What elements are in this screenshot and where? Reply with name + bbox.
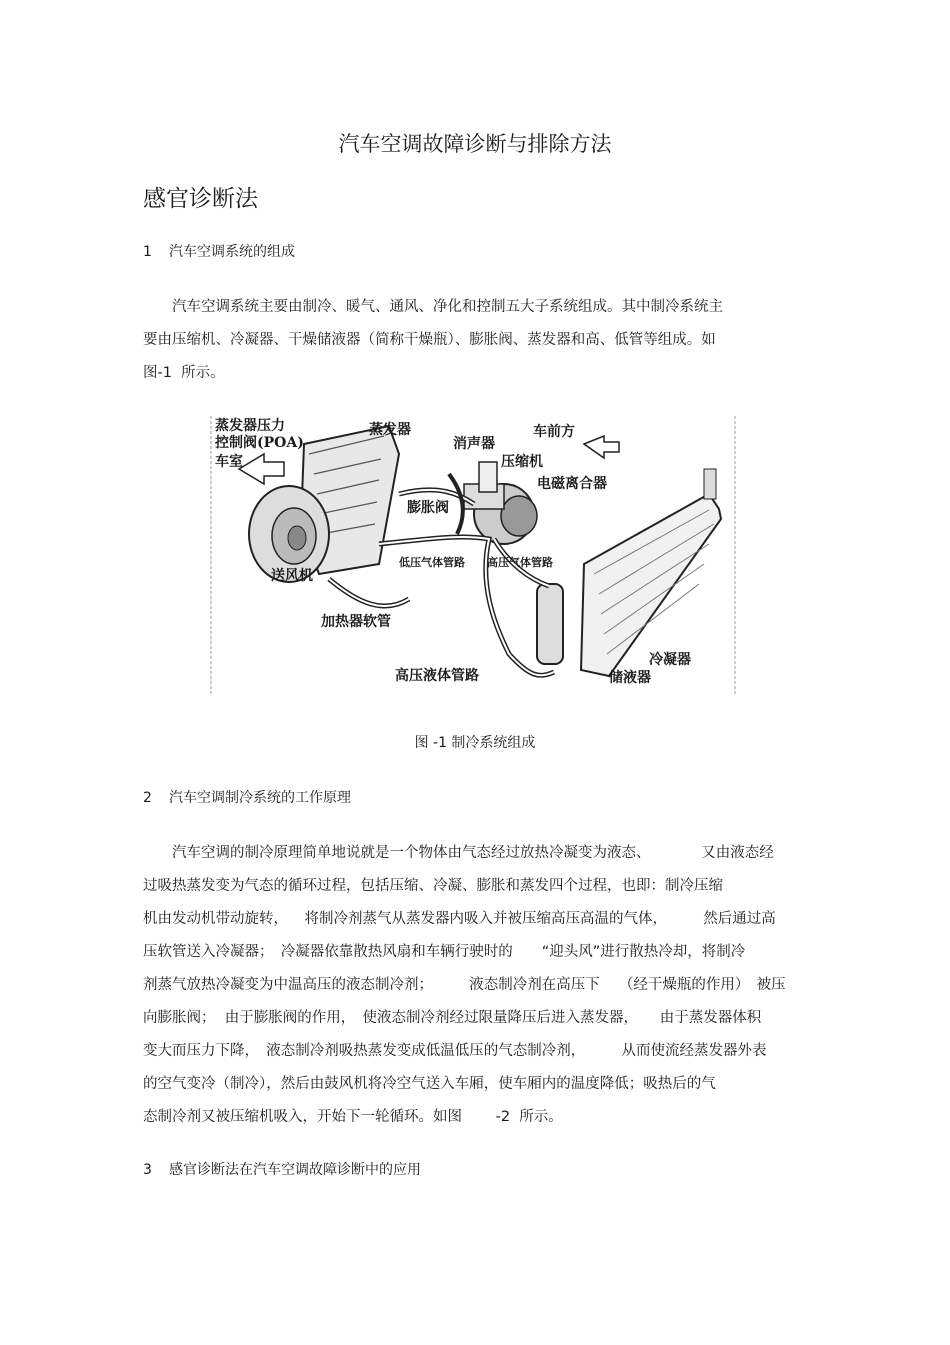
- paragraph-line: 机由发动机带动旋转， 将制冷剂蒸气从蒸发器内吸入并被压缩高压高温的气体， 然后通过高: [143, 911, 776, 927]
- label-poa-2: 控制阀(POA): [215, 435, 304, 451]
- label-clutch: 电磁离合器: [537, 476, 607, 492]
- subsection-title: 汽车空调系统的组成: [169, 244, 295, 260]
- paragraph-line: 要由压缩机、冷凝器、干燥储液器（简称干燥瓶）、膨胀阀、蒸发器和高、低管等组成。如: [143, 332, 716, 348]
- paragraph-line: 的空气变冷（制冷），然后由鼓风机将冷空气送入车厢，使车厢内的温度降低；吸热后的气: [143, 1076, 716, 1092]
- system-diagram: [209, 414, 737, 696]
- paragraph-line: 态制冷剂又被压缩机吸入，开始下一轮循环。如图 -2 所示。: [143, 1109, 563, 1125]
- subsection-title: 感官诊断法在汽车空调故障诊断中的应用: [169, 1162, 421, 1178]
- document-title: 汽车空调故障诊断与排除方法: [338, 132, 612, 156]
- subsection-number: 3: [143, 1162, 152, 1178]
- label-poa-1: 蒸发器压力: [215, 418, 285, 434]
- paragraph-line: 汽车空调的制冷原理简单地说就是一个物体由气态经过放热冷凝变为液态、 又由液态经: [143, 845, 774, 861]
- label-cabin: 车室: [215, 454, 243, 470]
- label-high-pressure-liquid: 高压液体管路: [395, 668, 479, 684]
- label-low-pressure-gas: 低压气体管路: [399, 556, 465, 569]
- paragraph-line: 过吸热蒸发变为气态的循环过程，包括压缩、冷凝、膨胀和蒸发四个过程，也即：制冷压缩: [143, 878, 723, 894]
- label-heater-hose: 加热器软管: [321, 614, 391, 630]
- subsection-2: [143, 787, 351, 807]
- section-heading: 感官诊断法: [143, 186, 258, 212]
- label-evaporator: 蒸发器: [369, 422, 411, 438]
- label-high-pressure-gas: 高压气体管路: [487, 556, 553, 569]
- subsection-number: 2: [143, 790, 152, 806]
- label-expansion-valve: 膨胀阀: [407, 500, 449, 516]
- label-muffler: 消声器: [453, 436, 495, 452]
- figure-caption: 图 -1 制冷系统组成: [414, 735, 536, 751]
- label-condenser: 冷凝器: [649, 652, 691, 668]
- paragraph-line: 压软管送入冷凝器； 冷凝器依靠散热风扇和车辆行驶时的 “迎头风”进行散热冷却，将制冷: [143, 944, 746, 960]
- label-blower: 送风机: [271, 568, 313, 584]
- paragraph-line: 图-1 所示。: [143, 365, 225, 381]
- paragraph-line: 变大而压力下降， 液态制冷剂吸热蒸发变成低温低压的气态制冷剂， 从而使流经蒸发器外表: [143, 1043, 767, 1059]
- paragraph-line: 剂蒸气放热冷凝变为中温高压的液态制冷剂； 液态制冷剂在高压下 （经干燥瓶的作用） 被压: [143, 977, 786, 993]
- label-front: 车前方: [533, 424, 575, 440]
- subsection-title: 汽车空调制冷系统的工作原理: [169, 790, 351, 806]
- label-compressor: 压缩机: [501, 454, 543, 470]
- subsection-3: [143, 1159, 421, 1179]
- subsection-1: [143, 241, 295, 261]
- paragraph-line: 向膨胀阀； 由于膨胀阀的作用， 使液态制冷剂经过限量降压后进入蒸发器， 由于蒸发器体积: [143, 1010, 762, 1026]
- subsection-number: 1: [143, 244, 152, 260]
- refrigeration-system-figure: [209, 414, 737, 696]
- paragraph-line: 汽车空调系统主要由制冷、暖气、通风、净化和控制五大子系统组成。其中制冷系统主: [143, 299, 723, 315]
- label-receiver: 储液器: [609, 670, 651, 686]
